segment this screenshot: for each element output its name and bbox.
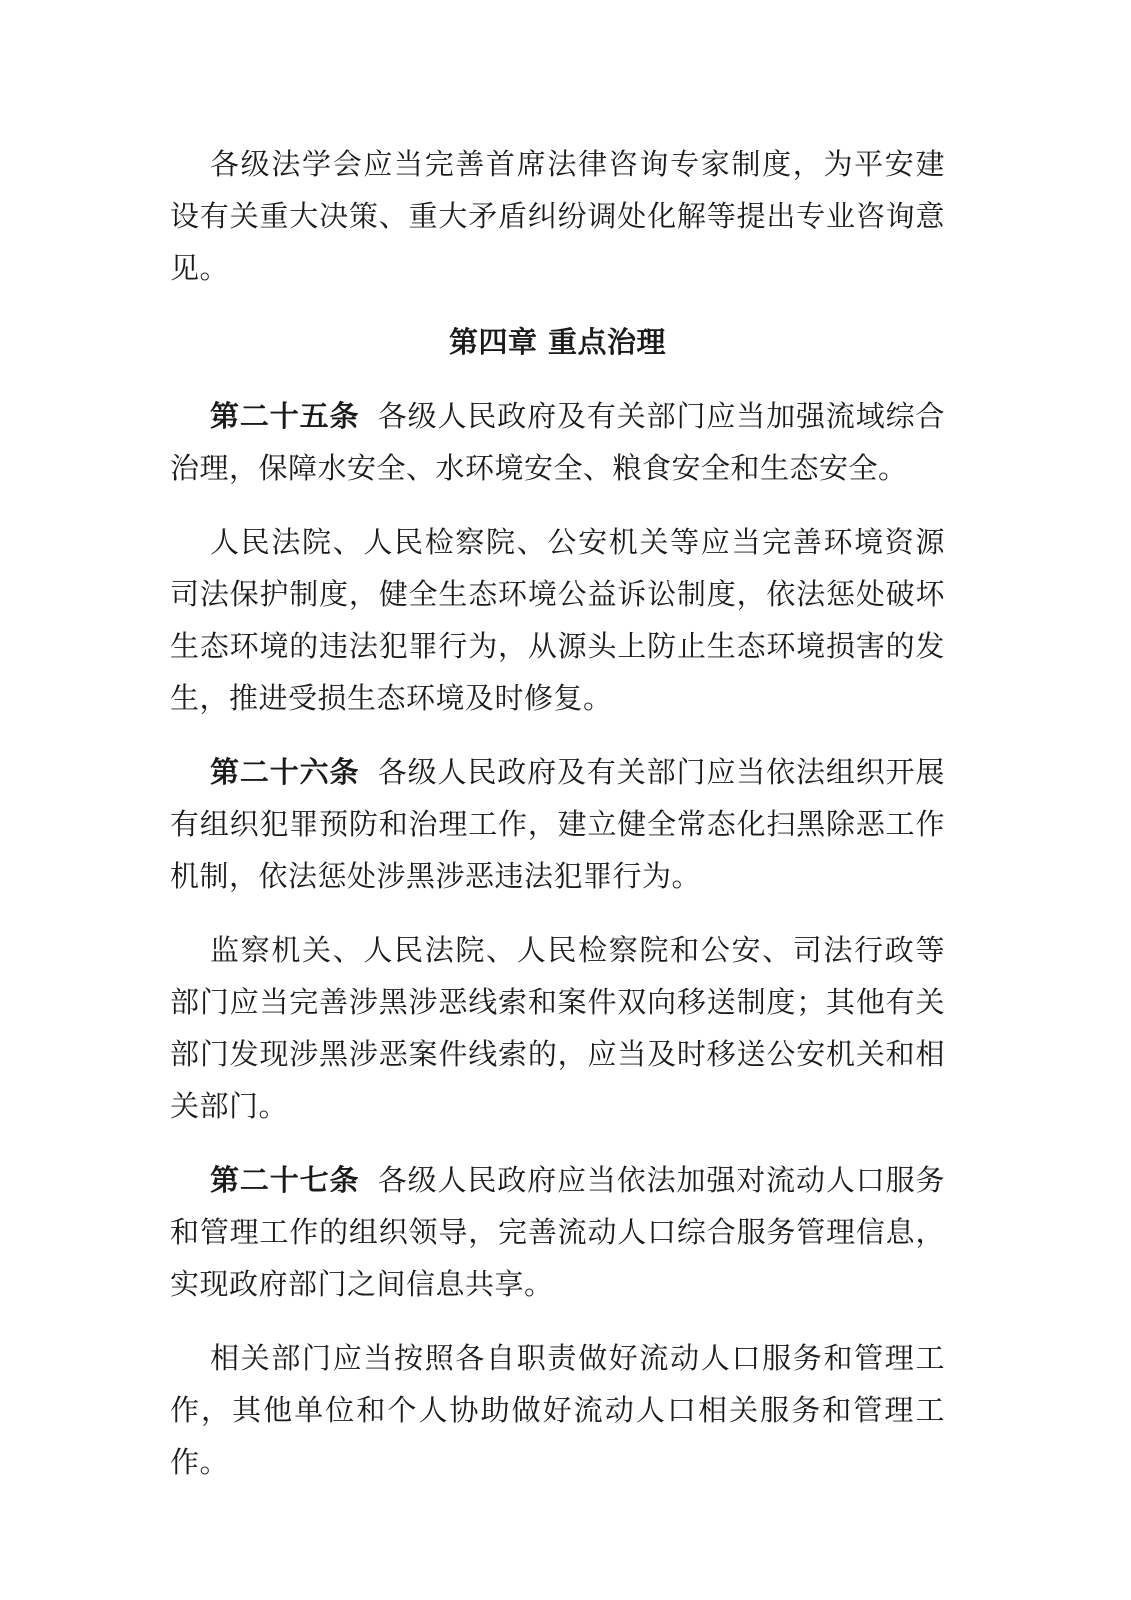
article-number: 第二十六条 — [210, 755, 360, 789]
article-number: 第二十七条 — [210, 1163, 360, 1197]
chapter-title: 第四章 重点治理 — [448, 325, 667, 359]
paragraph-text: 各级法学会应当完善首席法律咨询专家制度，为平安建设有关重大决策、重大矛盾纠纷调处化解等提出专业咨询意见。 — [170, 147, 945, 285]
paragraph-law-society — [170, 138, 945, 294]
article-26 — [170, 746, 945, 902]
article-number: 第二十五条 — [210, 399, 360, 433]
paragraph-text: 相关部门应当按照各自职责做好流动人口服务和管理工作，其他单位和个人协助做好流动人口相关服务和管理工作。 — [170, 1341, 945, 1479]
article-25 — [170, 390, 945, 494]
article-text: 各级人民政府及有关部门应当加强流域综合治理，保障水安全、水环境安全、粮食安全和生态安全。 — [170, 399, 945, 485]
paragraph-environment — [170, 516, 945, 724]
paragraph-supervision — [170, 924, 945, 1132]
paragraph-migrant-services — [170, 1332, 945, 1488]
article-27 — [170, 1154, 945, 1310]
paragraph-text: 监察机关、人民法院、人民检察院和公安、司法行政等部门应当完善涉黑涉恶线索和案件双向移送制度；其他有关部门发现涉黑涉恶案件线索的，应当及时移送公安机关和相关部门。 — [170, 933, 945, 1123]
document-page — [170, 138, 945, 1510]
chapter-heading — [170, 316, 945, 368]
article-text: 各级人民政府及有关部门应当依法组织开展有组织犯罪预防和治理工作，建立健全常态化扫黑除恶工作机制，依法惩处涉黑涉恶违法犯罪行为。 — [170, 755, 945, 893]
article-text: 各级人民政府应当依法加强对流动人口服务和管理工作的组织领导，完善流动人口综合服务管理信息，实现政府部门之间信息共享。 — [170, 1163, 945, 1301]
paragraph-text: 人民法院、人民检察院、公安机关等应当完善环境资源司法保护制度，健全生态环境公益诉讼制度，依法惩处破坏生态环境的违法犯罪行为，从源头上防止生态环境损害的发生，推进受损生态环境及时修复。 — [170, 525, 945, 715]
